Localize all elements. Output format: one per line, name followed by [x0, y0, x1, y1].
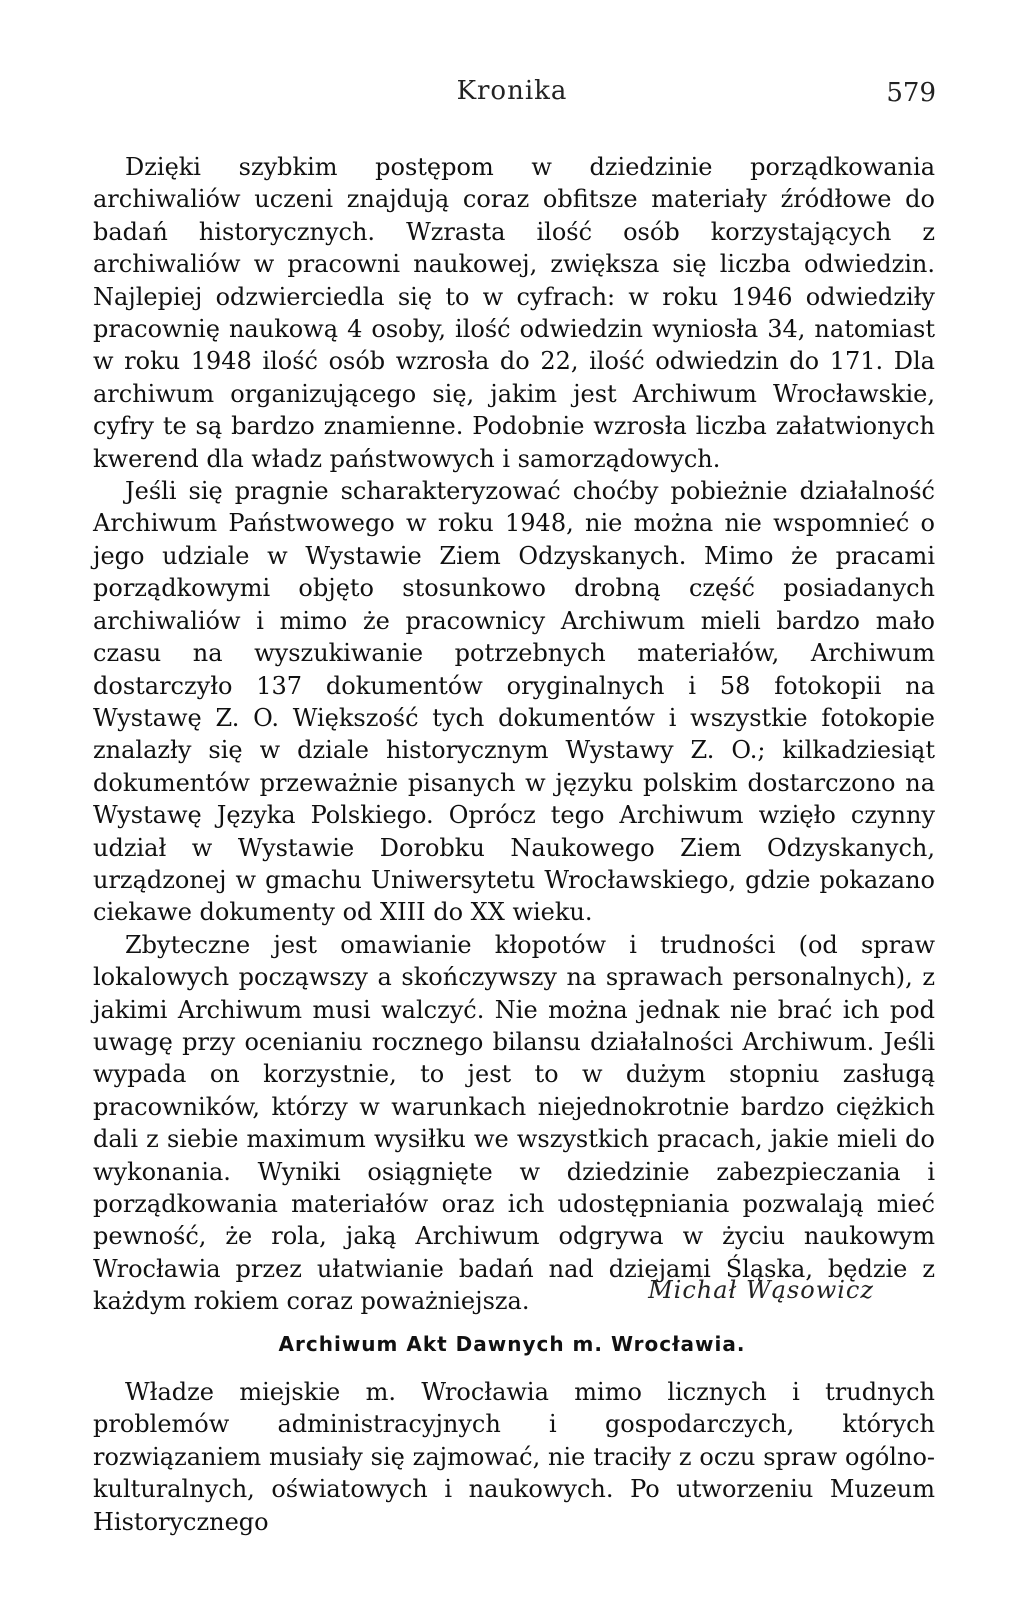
section-body: [93, 1376, 935, 1538]
section-paragraph: Władze miejskie m. Wrocławia mimo licznych i trudnych problemów administracyjnych i gospodarczych, których rozwiązaniem musiały się zajmować, nie traciły z oczu spraw ogólno-kulturalnych, oświatowych i naukowych. Po utworzeniu Muzeum Historycznego: [93, 1378, 935, 1536]
author-signature: Michał Wąsowicz: [648, 1276, 874, 1304]
running-title: Kronika: [456, 76, 568, 106]
section-heading: Archiwum Akt Dawnych m. Wrocławia.: [278, 1332, 746, 1356]
running-head: [0, 76, 1024, 116]
page-number: 579: [886, 78, 936, 108]
body-paragraph: Zbyteczne jest omawianie kłopotów i trudności (od spraw lokalowych począwszy a skończywszy na sprawach personalnych), z jakimi Archiwum musi walczyć. Nie można jednak nie brać ich pod uwagę przy ocenianiu rocznego bilansu działalności Archiwum. Jeśli wypada on korzystnie, to jest to w dużym stopniu zasługą pracowników, którzy w warunkach niejednokrotnie bardzo ciężkich dali z siebie maximum wysiłku we wszystkich pracach, jakie mieli do wykonania. Wyniki osiągnięte w dziedzinie zabezpieczania i porządkowania materiałów oraz ich udostępniania pozwalają mieć pewność, że rola, jaką Archiwum odgrywa w życiu naukowym Wrocławia przez ułatwianie badań nad dziejami Śląska, będzie z każdym rokiem coraz poważniejsza.: [93, 930, 935, 1316]
article-body: [93, 151, 935, 1318]
body-paragraph: Dzięki szybkim postępom w dziedzinie porządkowania archiwaliów uczeni znajdują coraz obfitsze materiały źródłowe do badań historycznych. Wzrasta ilość osób korzystających z archiwaliów w pracowni naukowej, zwiększa się liczba odwiedzin. Najlepiej odzwierciedla się to w cyfrach: w roku 1946 odwiedziły pracownię naukową 4 osoby, ilość odwiedzin wyniosła 34, natomiast w roku 1948 ilość osób wzrosła do 22, ilość odwiedzin do 171. Dla archiwum organizującego się, jakim jest Archiwum Wrocławskie, cyfry te są bardzo znamienne. Podobnie wzrosła liczba załatwionych kwerend dla władz państwowych i samorządowych.: [93, 153, 935, 473]
body-paragraph: Jeśli się pragnie scharakteryzować choćby pobieżnie działalność Archiwum Państwowego w roku 1948, nie można nie wspomnieć o jego udziale w Wystawie Ziem Odzyskanych. Mimo że pracami porządkowymi objęto stosunkowo drobną część posiadanych archiwaliów i mimo że pracownicy Archiwum mieli bardzo mało czasu na wyszukiwanie potrzebnych materiałów, Archiwum dostarczyło 137 dokumentów oryginalnych i 58 fotokopii na Wystawę Z. O. Większość tych dokumentów i wszystkie fotokopie znalazły się w dziale historycznym Wystawy Z. O.; kilkadziesiąt dokumentów przeważnie pisanych w języku polskim dostarczono na Wystawę Języka Polskiego. Oprócz tego Archiwum wzięło czynny udział w Wystawie Dorobku Naukowego Ziem Odzyskanych, urządzonej w gmachu Uniwersytetu Wrocławskiego, gdzie pokazano ciekawe dokumenty od XIII do XX wieku.: [93, 477, 935, 927]
